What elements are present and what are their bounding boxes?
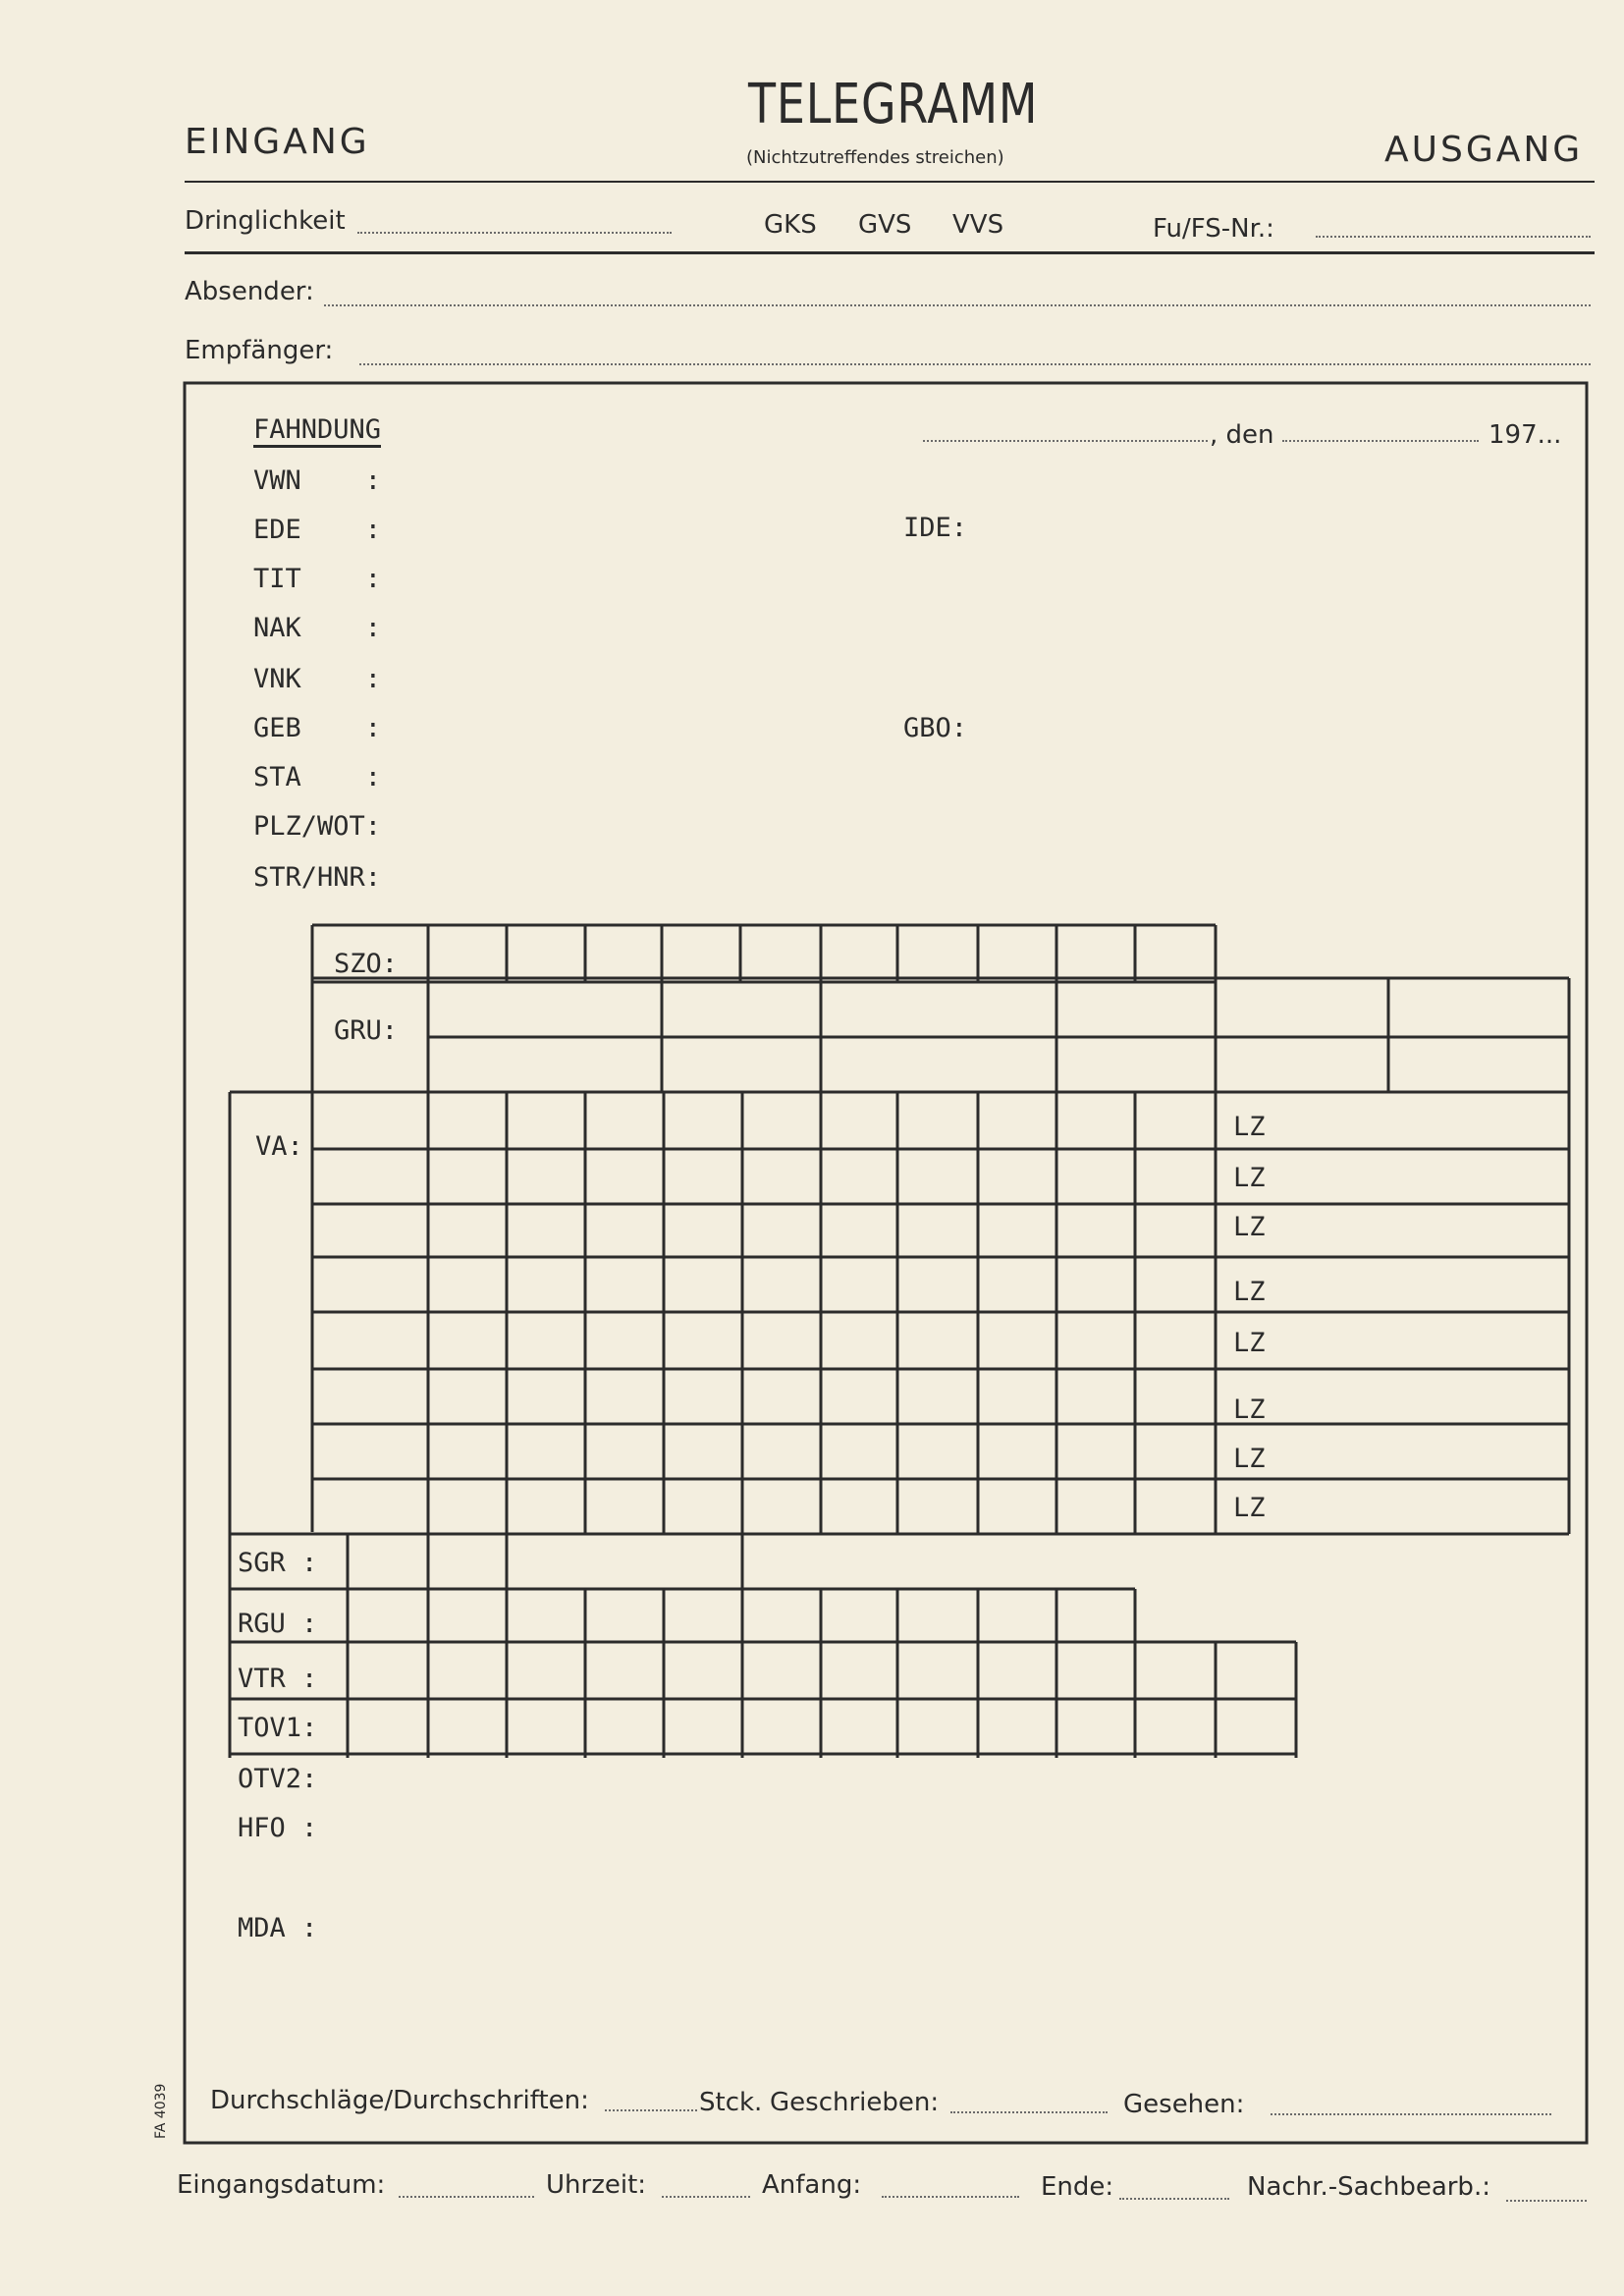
gks-option[interactable]: GKS [764,210,817,240]
gvs-option[interactable]: GVS [858,210,912,240]
lz-label: LZ [1233,1112,1266,1142]
stck-label: Stck. [699,2088,763,2117]
lz-label: LZ [1233,1394,1266,1425]
year-label: 197... [1489,420,1562,450]
ide-label: IDE: [903,513,968,543]
mda-label: MDA : [238,1913,318,1943]
eingang-label: EINGANG [185,122,370,162]
sachbearb-field[interactable] [1506,2200,1587,2202]
field-label: NAK : [253,613,382,643]
va-label: VA: [255,1131,303,1162]
ende-label: Ende: [1041,2172,1114,2202]
den-label: , den [1210,420,1274,450]
date-field[interactable] [1282,440,1479,442]
empfaenger-label: Empfänger: [185,336,334,365]
field-label: VNK : [253,664,382,694]
gbo-label: GBO: [903,713,968,743]
geschrieben-field[interactable] [950,2111,1108,2113]
eingangsdatum-field[interactable] [399,2196,534,2198]
rgu-label: RGU : [238,1609,318,1639]
field-label: VWN : [253,465,382,496]
lz-label: LZ [1233,1493,1266,1523]
vvs-option[interactable]: VVS [952,210,1004,240]
gesehen-field[interactable] [1271,2113,1551,2115]
uhrzeit-field[interactable] [662,2196,750,2198]
field-label: EDE : [253,515,382,545]
szo-label: SZO: [334,949,399,979]
eingangsdatum-label: Eingangsdatum: [177,2170,386,2200]
form-number: FA 4039 [153,2083,169,2139]
durchschlaege-label: Durchschläge/Durchschriften: [210,2086,589,2115]
sgr-label: SGR : [238,1548,318,1578]
field-label: GEB : [253,713,382,743]
field-label: STA : [253,762,382,793]
field-label: PLZ/WOT: [253,811,382,842]
anfang-field[interactable] [882,2196,1019,2198]
fufs-nr-label: Fu/FS-Nr.: [1153,214,1274,244]
otv2-label: OTV2: [238,1764,318,1794]
geschrieben-label: Geschrieben: [770,2088,940,2117]
gru-label: GRU: [334,1015,399,1046]
field-label: TIT : [253,564,382,594]
gesehen-label: Gesehen: [1123,2090,1245,2119]
main-box [185,383,1587,2143]
dringlichkeit-label: Dringlichkeit [185,206,346,236]
lz-label: LZ [1233,1277,1266,1307]
ausgang-label: AUSGANG [1384,130,1584,170]
place-field[interactable] [923,440,1208,442]
vtr-label: VTR : [238,1664,318,1694]
page-title: TELEGRAMM [748,73,1039,137]
stck-field[interactable] [605,2109,697,2111]
hfo-label: HFO : [238,1813,318,1843]
lz-label: LZ [1233,1444,1266,1474]
absender-label: Absender: [185,277,314,306]
tov1-label: TOV1: [238,1713,318,1743]
anfang-label: Anfang: [762,2170,862,2200]
uhrzeit-label: Uhrzeit: [546,2170,647,2200]
fahndung-heading: FAHNDUNG [253,414,381,448]
sachbearb-label: Nachr.-Sachbearb.: [1247,2172,1490,2202]
field-label: STR/HNR: [253,862,382,893]
ende-field[interactable] [1119,2198,1229,2200]
lz-label: LZ [1233,1163,1266,1193]
lz-label: LZ [1233,1328,1266,1358]
page-subtitle: (Nichtzutreffendes streichen) [746,147,1004,168]
lz-label: LZ [1233,1212,1266,1242]
